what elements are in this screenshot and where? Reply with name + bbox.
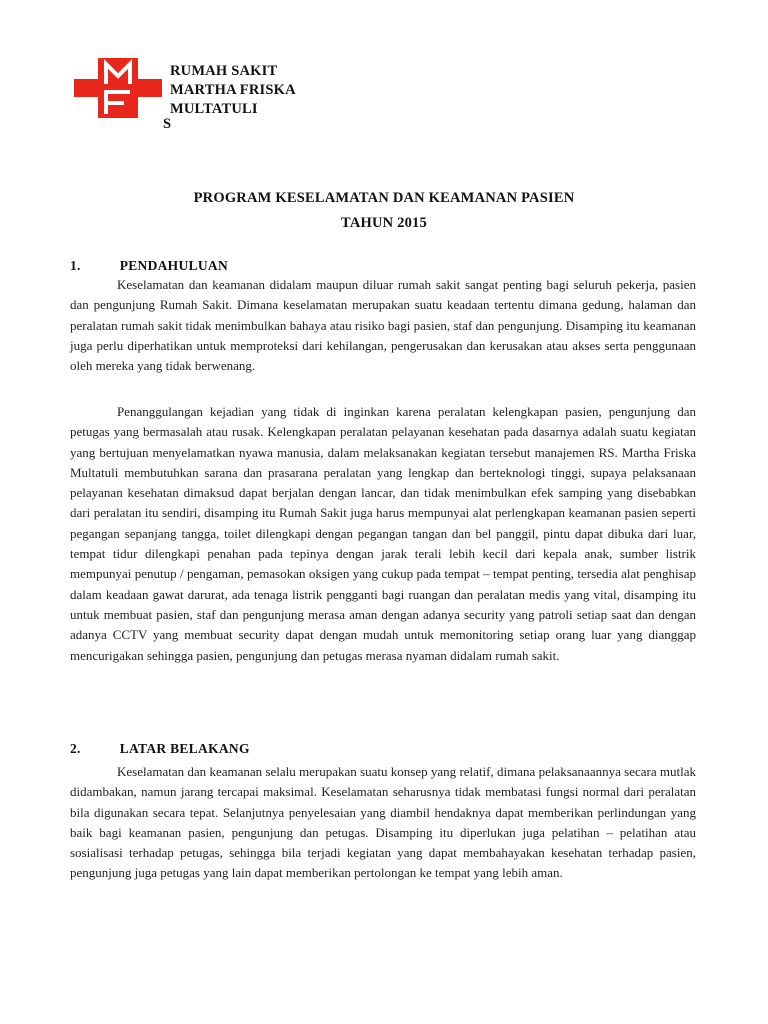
section-title: PENDAHULUAN bbox=[119, 258, 228, 273]
org-name bbox=[170, 62, 296, 119]
section-title: LATAR BELAKANG bbox=[119, 741, 250, 756]
document-year: TAHUN 2015 bbox=[341, 215, 427, 231]
stray-character: S bbox=[163, 116, 172, 132]
org-name-line-2: MARTHA FRISKA bbox=[170, 82, 296, 98]
org-name-line-3: MULTATULI bbox=[170, 101, 258, 117]
section-number: 2. bbox=[70, 741, 81, 756]
section-number: 1. bbox=[70, 258, 81, 273]
paragraph: Keselamatan dan keamanan selalu merupakan suatu konsep yang relatif, dimana pelaksanaannya secara mutlak didambakan, namun jarang tercapai maksimal. Keselamatan seharusnya tidak membatasi fungsi normal dari peralatan bila digunakan secara tepat. Selanjutnya penyelesaian yang diambil hendaknya dapat memberikan perlindungan yang baik bagi keamanan pasien, pengunjung dan petugas. Disamping itu diperlukan juga pelatihan – pelatihan atau sosialisasi terhadap petugas, sehingga bila terjadi kegiatan yang dapat membahayakan kesehatan terhadap pasien, pengunjung juga petugas yang lain dapat memberikan pertolongan ke tempat yang lebih aman. bbox=[70, 764, 696, 881]
mf-cross-logo-icon bbox=[74, 58, 162, 118]
section-heading-latar-belakang bbox=[70, 741, 250, 757]
document-title: PROGRAM KESELAMATAN DAN KEAMANAN PASIEN bbox=[193, 190, 575, 206]
section-heading-pendahuluan bbox=[70, 258, 228, 274]
paragraph: Keselamatan dan keamanan didalam maupun diluar rumah sakit sangat penting bagi seluruh pekerja, pasien dan pengunjung Rumah Sakit. Dimana keselamatan merupakan suatu keadaan tertentu dimana gedung, halaman dan peralatan rumah sakit tidak menimbulkan bahaya atau risiko bagi pasien, staf dan pengunjung. Disamping itu keamanan juga perlu diperhatikan untuk memproteksi dari kehilangan, pengerusakan dan kerusakan atau akses serta penggunaan oleh mereka yang tidak berwenang. bbox=[70, 277, 696, 374]
org-name-line-1: RUMAH SAKIT bbox=[170, 63, 278, 79]
paragraph: Penanggulangan kejadian yang tidak di inginkan karena peralatan kelengkapan pasien, pengunjung dan petugas yang bermasalah atau rusak. Kelengkapan peralatan pelayanan kesehatan pada dasarnya adalah suatu kegiatan yang bertujuan menyelamatkan nyawa manusia, dalam melaksanakan kegiatan tersebut manajemen RS. Martha Friska Multatuli membutuhkan sarana dan prasarana peralatan yang lengkap dan berteknologi tinggi, supaya pelaksanaan pelayanan kesehatan dimaksud dapat berjalan dengan lancar, dan tidak menimbulkan efek samping yang disebabkan dari peralatan itu sendiri, disamping itu Rumah Sakit juga harus mempunyai alat perlengkapan keamanan pasien seperti pegangan sepanjang tangga, toilet dilengkapi dengan pegangan tangan dan bel panggil, pintu dapat dibuka dari luar, tempat tidur dilengkapi penahan pada tepinya dengan jarak terali lebih kecil dari kepala anak, sumber listrik mempunyai penutup / pengaman, pemasokan oksigen yang cukup pada tempat – tempat penting, tersedia alat penghisap dalam keadaan gawat darurat, ada tenaga listrik pengganti bagi ruangan dan peralatan medis yang vital, disamping itu untuk membuat pasien, staf dan pengunjung merasa aman dengan adanya security yang patroli setiap saat dan dengan adanya CCTV yang membuat security dapat dengan mudah untuk memonitoring setiap orang luar yang dianggap mencurigakan sehingga pasien, pengunjung dan petugas merasa nyaman didalam rumah sakit. bbox=[70, 404, 696, 663]
